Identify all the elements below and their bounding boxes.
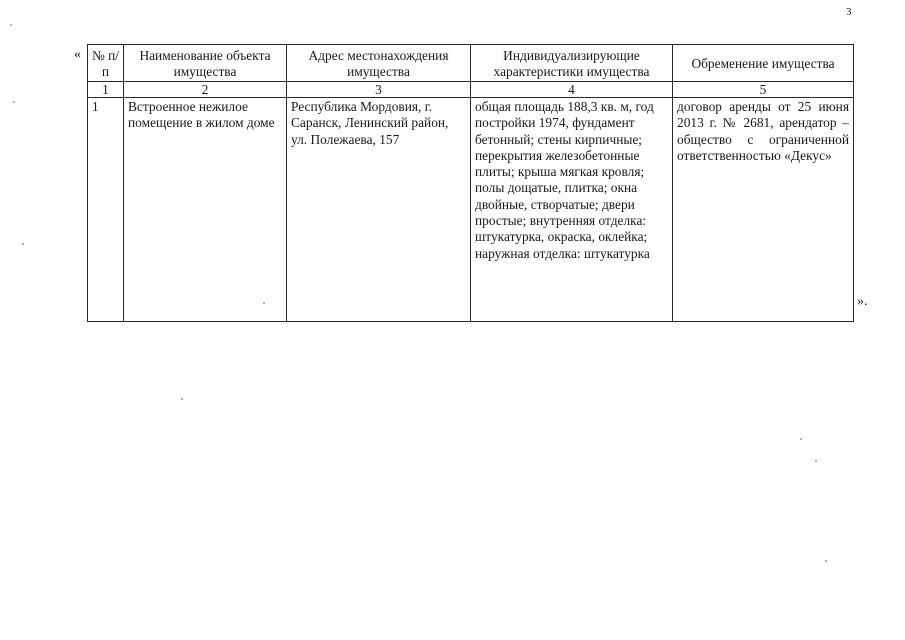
scan-speck [181, 398, 183, 400]
header-row [88, 45, 854, 82]
scan-speck [13, 101, 15, 103]
column-number-row [88, 82, 854, 98]
header-index: № п/п [88, 45, 124, 82]
scan-speck [22, 243, 24, 245]
column-number: 5 [673, 82, 854, 98]
page-number: 3 [846, 6, 852, 18]
header-address: Адрес местонахождения имущества [287, 45, 471, 82]
scan-speck [10, 24, 12, 26]
table-row [88, 98, 854, 322]
column-number: 3 [287, 82, 471, 98]
column-number: 2 [124, 82, 287, 98]
scan-speck [815, 460, 817, 462]
encumbrance-cell: договор аренды от 25 июня 2013 г. № 2681, арендатор – общество с ограниченной ответственностью «Декус» [673, 98, 854, 322]
row-index: 1 [88, 98, 124, 322]
header-encumbrance: Обременение имущества [673, 45, 854, 82]
column-number: 1 [88, 82, 124, 98]
characteristics-cell: общая площадь 188,3 кв. м, год постройки 1974, фундамент бетонный; стены кирпичные; перекрытия железобетонные плиты; крыша мягкая кровля; полы дощатые, плитка; окна двойные, створчатые; двери простые; внутренняя отделка: штукатурка, окраска, оклейка; наружная отделка: штукатурка [471, 98, 673, 322]
column-number: 4 [471, 82, 673, 98]
header-object-name: Наименование объекта имущества [124, 45, 287, 82]
closing-quote: ». [857, 294, 868, 309]
property-table [87, 44, 854, 322]
object-name-cell: Встроенное нежилое помещение в жилом доме [124, 98, 287, 322]
opening-quote: « [74, 47, 81, 62]
header-characteristics: Индивидуализирующие характеристики имущества [471, 45, 673, 82]
scan-speck [825, 560, 827, 562]
scan-speck [263, 302, 265, 304]
scan-speck [800, 438, 802, 440]
address-cell: Республика Мордовия, г. Саранск, Ленинский район, ул. Полежаева, 157 [287, 98, 471, 322]
